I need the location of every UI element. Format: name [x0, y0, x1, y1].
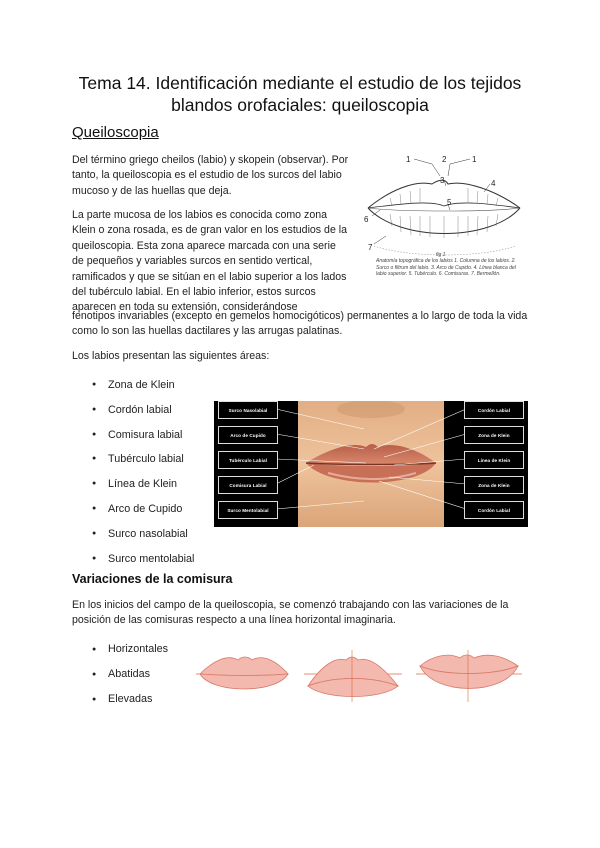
areas-list: [92, 373, 194, 571]
fig1-label-6: 6: [364, 215, 369, 224]
areas-intro: Los labios presentan las siguientes áreas:: [72, 350, 270, 362]
zona-klein-paragraph-continued: fenotipos invariables (excepto en gemelos homocigóticos) permanentes a lo largo de toda la vida como lo son las huellas dactilares y las arrugas palatinas.: [72, 310, 528, 338]
lip-areas-figure: [214, 401, 528, 527]
list-item: ● Abatidas: [92, 662, 168, 687]
upturned-lips-diagram: [416, 650, 522, 702]
label-surco-mentolabial: Surco Mentolabial: [218, 501, 278, 519]
list-item: ● Horizontales: [92, 637, 168, 662]
fig1-label-7: 7: [368, 243, 373, 252]
fig1-label-1b: 1: [472, 155, 477, 164]
label-comisura-labial: Comisura Labial: [218, 476, 278, 494]
figure-caption: Anatomía topográfica de los labios 1. Columna de los labios. 2. Surco o filtrum del labio. 3. Arco de Cupido. 4. Línea blanca del labio superior. 5. Tubérculo. 6. Comisuras. 7. Bermellón.: [376, 258, 516, 278]
list-item: ● Cordón labial: [92, 398, 194, 423]
fig1-label-1a: 1: [406, 155, 411, 164]
fig1-label-3: 3: [440, 176, 445, 185]
section-heading: Queiloscopia: [72, 124, 159, 141]
zona-klein-paragraph: La parte mucosa de los labios es conocida como zona Klein o zona rosada, es de gran valor en los estudios de la queiloscopia. Esta zona aparece marcada con una serie de pequeños y variables surcos en sentido vertical, ramificados y que se sitúan en el labio superior a los lados del tubérculo labial. En el labio inferior, estos surcos aparecen en toda su extensión, considerándose: [72, 209, 348, 314]
label-zona-klein-lower: Zona de Klein: [464, 476, 524, 494]
label-arco-cupido: Arco de Cupido: [218, 426, 278, 444]
comisura-paragraph: En los inicios del campo de la queiloscopia, se comenzó trabajando con las variaciones de la posición de las comisuras respecto a una línea horizontal imaginaria.: [72, 599, 509, 627]
intro-paragraph: Del término griego cheilos (labio) y skopein (observar). Por tanto, la queiloscopia es el estudio de los surcos del labio mucoso y de las huellas que deja.: [72, 154, 349, 197]
comisura-diagrams: [192, 646, 528, 706]
downturned-lips-diagram: [304, 650, 402, 702]
list-item: ● Arco de Cupido: [92, 497, 194, 522]
lip-anatomy-drawing: [360, 150, 530, 262]
list-item: ● Comisura labial: [92, 423, 194, 448]
lip-anatomy-figure: [360, 150, 530, 262]
label-cordon-labial: Cordón Labial: [464, 401, 524, 419]
list-item: ● Elevadas: [92, 687, 168, 712]
label-linea-klein: Línea de Klein: [464, 451, 524, 469]
comisura-types-list: [92, 637, 168, 712]
list-item: ● Tubérculo labial: [92, 447, 194, 472]
label-surco-nasolabial: Surco Nasolabial: [218, 401, 278, 419]
figure-number: fig 1: [436, 252, 446, 258]
fig1-label-2: 2: [442, 155, 447, 164]
page-title: Tema 14. Identificación mediante el estudio de los tejidos blandos orofaciales: queiloscopia: [78, 73, 522, 115]
list-item: ● Surco mentolabial: [92, 547, 194, 572]
comisura-heading: Variaciones de la comisura: [72, 572, 233, 586]
fig1-label-4: 4: [491, 179, 496, 188]
list-item: ● Zona de Klein: [92, 373, 194, 398]
list-item: ● Surco nasolabial: [92, 522, 194, 547]
label-zona-klein: Zona de Klein: [464, 426, 524, 444]
label-tuberculo-labial: Tubérculo Labial: [218, 451, 278, 469]
list-item: ● Línea de Klein: [92, 472, 194, 497]
label-cordon-labial-lower: Cordón Labial: [464, 501, 524, 519]
horizontal-lips-diagram: [196, 657, 288, 689]
fig1-label-5: 5: [447, 198, 452, 207]
